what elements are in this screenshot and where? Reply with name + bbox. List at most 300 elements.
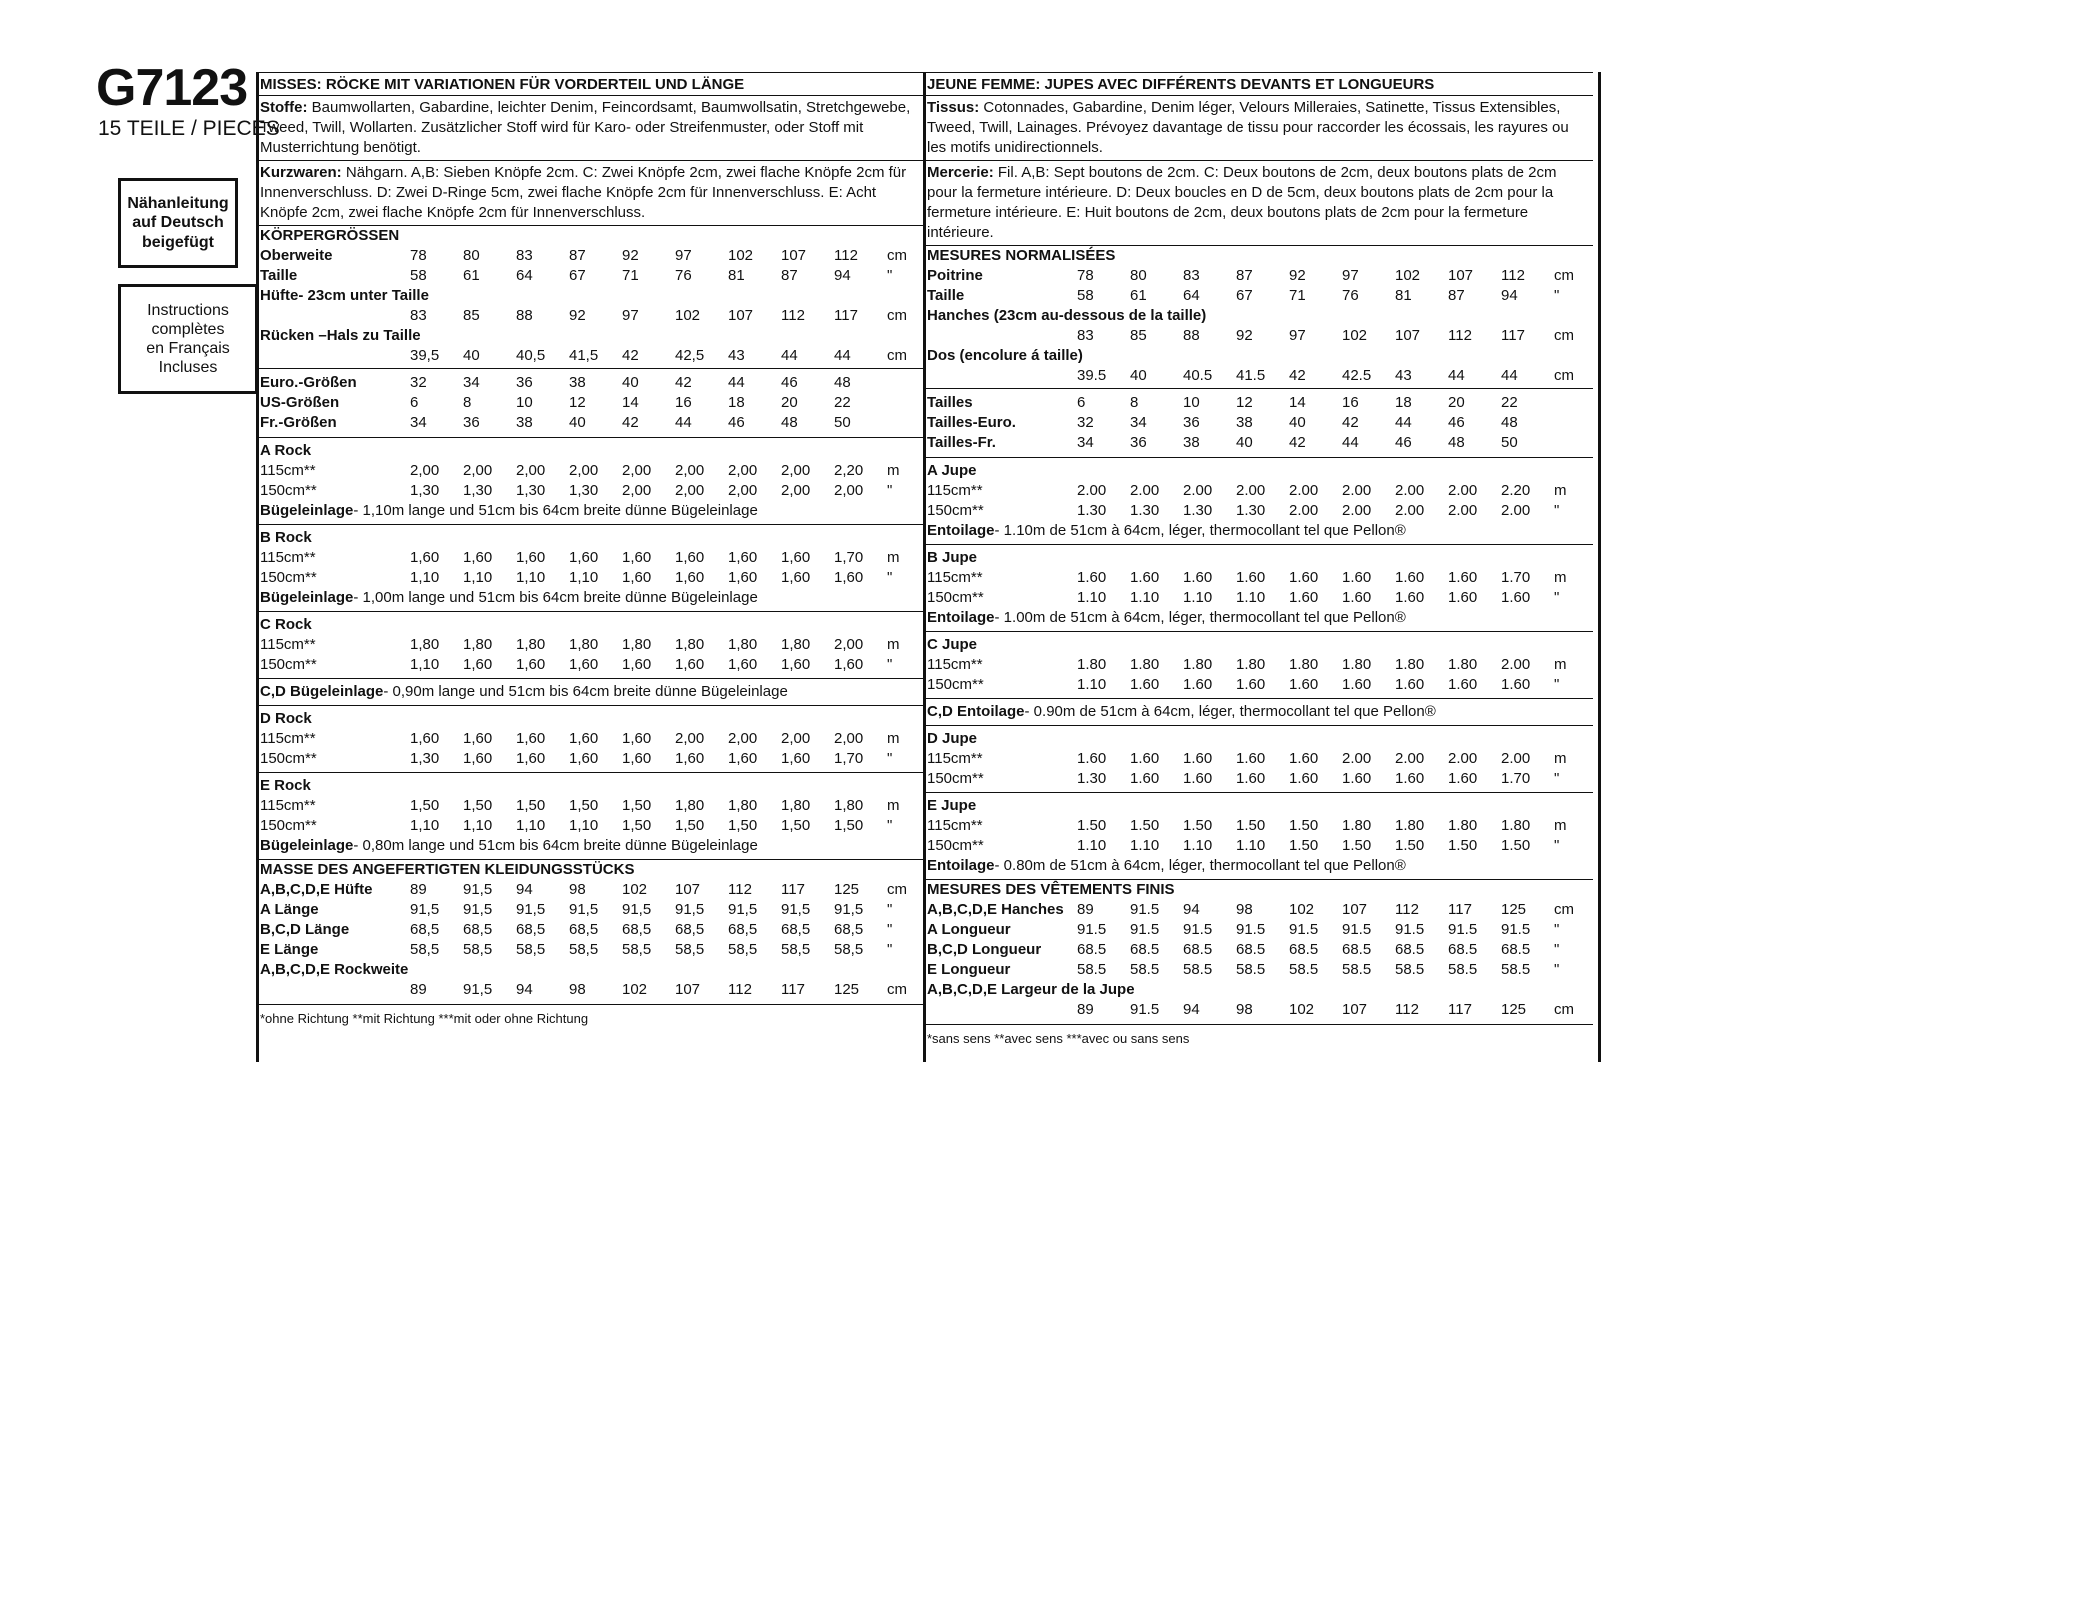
row-value: 58.5	[1183, 961, 1213, 978]
row-value: 91.5	[1342, 921, 1372, 938]
row-value: 102	[1289, 1001, 1315, 1018]
row-label: Tailles-Fr.	[927, 434, 996, 451]
row-value: 46	[781, 374, 798, 391]
footnote: *sans sens **avec sens ***avec ou sans sens	[927, 1031, 1190, 1046]
row-value: 48	[1501, 414, 1518, 431]
row-value: 91,5	[463, 901, 493, 918]
row-value: 1,60	[569, 730, 599, 747]
row-value: 44	[728, 374, 745, 391]
view-title: B Jupe	[927, 549, 978, 566]
row-value: 1,70	[834, 549, 864, 566]
row-value: 1,60	[728, 569, 758, 586]
row-value: 2,20	[834, 462, 864, 479]
row-value: 2.00	[1395, 502, 1425, 519]
interfacing-text: - 0,80m lange und 51cm bis 64cm breite dünne Bügeleinlage	[353, 837, 758, 854]
row-value: 81	[1395, 287, 1412, 304]
section-title: JEUNE FEMME: JUPES AVEC DIFFÉRENTS DEVANTS ET LONGUEURS	[923, 72, 1593, 95]
row-value: 48	[1448, 434, 1465, 451]
row-value: 112	[1448, 327, 1472, 344]
row-unit: "	[887, 750, 893, 767]
row-value: 1.50	[1289, 837, 1319, 854]
row-value: 68,5	[622, 921, 652, 938]
row-value: 1,60	[781, 656, 811, 673]
row-value: 42	[1342, 414, 1359, 431]
row-value: 43	[1395, 367, 1412, 384]
row-value: 2,00	[728, 730, 758, 747]
body-measurements-title: KÖRPERGRÖSSEN	[260, 227, 400, 244]
row-value: 112	[781, 307, 805, 324]
row-value: 58,5	[463, 941, 493, 958]
row-value: 1,30	[410, 750, 440, 767]
view-title: A Rock	[260, 442, 312, 459]
row-value: 39,5	[410, 347, 440, 364]
row-value: 1.70	[1501, 569, 1531, 586]
row-value: 1,80	[781, 636, 811, 653]
row-value: 117	[1501, 327, 1525, 344]
row-value: 34	[410, 414, 427, 431]
row-value: 1.50	[1236, 817, 1266, 834]
row-value: 107	[1342, 901, 1368, 918]
yardage-row	[256, 749, 926, 769]
row-value: 1,60	[516, 750, 546, 767]
row-label: 150cm**	[260, 750, 317, 767]
row-value: 98	[1236, 901, 1253, 918]
row-value: 42	[675, 374, 692, 391]
row-value: 83	[1077, 327, 1094, 344]
row-value: 1,10	[410, 569, 440, 586]
row-value: 1.10	[1077, 837, 1107, 854]
row-value: 1.60	[1183, 750, 1213, 767]
row-value: 1.60	[1183, 569, 1213, 586]
para-label: Tissus:	[927, 99, 980, 116]
row-value: 1,60	[569, 750, 599, 767]
row-value: 1,80	[728, 636, 758, 653]
measurement-row	[256, 266, 926, 286]
row-value: 1.10	[1236, 589, 1266, 606]
row-value: 1,50	[781, 817, 811, 834]
row-label: Taille	[260, 267, 298, 284]
row-value: 6	[1077, 394, 1086, 411]
row-value: 91,5	[463, 881, 493, 898]
view-block	[923, 544, 1593, 631]
row-label: 150cm**	[260, 817, 317, 834]
yardage-row	[923, 749, 1593, 769]
row-value: 46	[728, 414, 745, 431]
row-value: 1,60	[622, 750, 652, 767]
row-value: 40	[463, 347, 480, 364]
row-value: 1,60	[728, 750, 758, 767]
row-label: Tailles	[927, 394, 973, 411]
row-value: 2,00	[675, 462, 705, 479]
row-value: 1,50	[463, 797, 493, 814]
interfacing-text: - 1,00m lange und 51cm bis 64cm breite dünne Bügeleinlage	[353, 589, 758, 606]
row-value: 1.60	[1395, 569, 1425, 586]
row-value: 2.00	[1236, 482, 1266, 499]
finished-row	[923, 900, 1593, 920]
row-value: 97	[675, 247, 692, 264]
row-value: 1,80	[675, 636, 705, 653]
measurement-row	[256, 246, 926, 266]
row-value: 42	[622, 347, 639, 364]
row-label: A,B,C,D,E Hanches	[927, 901, 1064, 918]
row-label: Hanches (23cm au-dessous de la taille)	[927, 307, 1207, 324]
row-value: 1.60	[1342, 770, 1372, 787]
row-value: 112	[728, 881, 752, 898]
row-unit: m	[887, 730, 900, 747]
row-value: 91,5	[622, 901, 652, 918]
row-value: 43	[728, 347, 745, 364]
row-value: 6	[410, 394, 419, 411]
row-value: 1,80	[410, 636, 440, 653]
row-value: 1,60	[728, 549, 758, 566]
row-value: 2,00	[622, 482, 652, 499]
row-value: 81	[728, 267, 745, 284]
row-value: 40	[1236, 434, 1253, 451]
row-value: 1,60	[622, 656, 652, 673]
para-label: Mercerie:	[927, 164, 994, 181]
row-value: 107	[675, 981, 701, 998]
row-value: 85	[1130, 327, 1147, 344]
finished-row	[256, 940, 926, 960]
row-value: 1.80	[1236, 656, 1266, 673]
row-value: 34	[1130, 414, 1147, 431]
view-title: C Rock	[260, 616, 312, 633]
row-label: Tailles-Euro.	[927, 414, 1016, 431]
row-value: 94	[1183, 1001, 1200, 1018]
footnote: *ohne Richtung **mit Richtung ***mit oder ohne Richtung	[260, 1011, 589, 1026]
row-label: 150cm**	[260, 569, 317, 586]
row-value: 1.10	[1130, 837, 1160, 854]
row-unit: m	[887, 636, 900, 653]
row-value: 68,5	[569, 921, 599, 938]
row-value: 68.5	[1183, 941, 1213, 958]
row-label: US-Größen	[260, 394, 340, 411]
row-value: 1,60	[675, 569, 705, 586]
row-value: 22	[1501, 394, 1518, 411]
row-value: 1,60	[516, 730, 546, 747]
row-value: 87	[1236, 267, 1253, 284]
row-label	[260, 306, 410, 326]
interfacing-note	[256, 682, 920, 702]
row-value: 1,60	[463, 730, 493, 747]
row-value: 22	[834, 394, 851, 411]
finished-measurements	[256, 859, 926, 1005]
row-value: 1.80	[1395, 656, 1425, 673]
row-value: 1.60	[1289, 750, 1319, 767]
row-label: B,C,D Longueur	[927, 941, 1042, 958]
row-unit: cm	[887, 307, 907, 324]
row-value: 14	[1289, 394, 1306, 411]
row-value: 1.70	[1501, 770, 1531, 787]
row-value: 68.5	[1236, 941, 1266, 958]
row-value: 18	[1395, 394, 1412, 411]
row-value: 88	[1183, 327, 1200, 344]
row-value: 125	[1501, 1001, 1527, 1018]
row-value: 68.5	[1395, 941, 1425, 958]
row-value: 1.50	[1448, 837, 1478, 854]
row-unit: "	[1554, 770, 1560, 787]
row-value: 67	[1236, 287, 1253, 304]
row-value: 38	[1183, 434, 1200, 451]
row-value: 102	[622, 881, 648, 898]
row-value: 1.60	[1448, 770, 1478, 787]
row-value: 1,80	[675, 797, 705, 814]
row-value: 1,10	[516, 569, 546, 586]
row-value: 2.00	[1448, 502, 1478, 519]
row-value: 38	[516, 414, 533, 431]
row-value: 38	[569, 374, 586, 391]
row-value: 40	[1289, 414, 1306, 431]
row-value: 1,80	[569, 636, 599, 653]
row-value: 2,00	[516, 462, 546, 479]
row-value: 1,80	[516, 636, 546, 653]
row-value: 58.5	[1130, 961, 1160, 978]
row-value: 1,50	[834, 817, 864, 834]
interfacing-note	[256, 588, 920, 608]
row-value: 2,00	[675, 730, 705, 747]
interfacing-text: - 0.90m de 51cm à 64cm, léger, thermocollant tel que Pellon®	[1024, 703, 1436, 720]
row-value: 112	[1395, 901, 1419, 918]
row-value: 1.50	[1130, 817, 1160, 834]
row-value: 1,70	[834, 750, 864, 767]
row-value: 2.00	[1501, 502, 1531, 519]
interfacing-note	[923, 608, 1587, 628]
view-title: E Rock	[260, 777, 311, 794]
finished-measurements	[923, 879, 1593, 1025]
row-value: 83	[410, 307, 427, 324]
row-value: 2.00	[1395, 482, 1425, 499]
row-label: Fr.-Größen	[260, 414, 337, 431]
row-value: 44	[781, 347, 798, 364]
finished-row	[923, 960, 1593, 980]
row-value: 107	[675, 881, 701, 898]
row-value: 1.60	[1289, 770, 1319, 787]
row-value: 10	[516, 394, 533, 411]
row-unit: "	[1554, 676, 1560, 693]
row-value: 87	[781, 267, 798, 284]
yardage-row	[256, 796, 926, 816]
row-value: 1,80	[834, 797, 864, 814]
view-title: D Jupe	[927, 730, 978, 747]
row-value: 91,5	[834, 901, 864, 918]
row-value: 1.30	[1077, 502, 1107, 519]
row-value: 1,50	[516, 797, 546, 814]
row-value: 1.10	[1183, 589, 1213, 606]
size-row	[256, 393, 926, 413]
row-value: 2,00	[622, 462, 652, 479]
row-value: 91.5	[1130, 901, 1160, 918]
row-value: 46	[1448, 414, 1465, 431]
row-label: 115cm**	[260, 636, 316, 653]
measurement-row	[256, 346, 926, 366]
interfacing-note	[256, 836, 920, 856]
row-value: 76	[675, 267, 692, 284]
row-label: 150cm**	[927, 676, 984, 693]
row-value: 64	[1183, 287, 1200, 304]
row-unit: cm	[1554, 267, 1574, 284]
size-row	[256, 373, 926, 393]
row-label: Taille	[927, 287, 965, 304]
row-label: Dos (encolure á taille)	[927, 347, 1083, 364]
row-label: 150cm**	[260, 656, 317, 673]
row-value: 97	[1289, 327, 1306, 344]
row-value: 40.5	[1183, 367, 1213, 384]
row-label: 115cm**	[260, 462, 316, 479]
row-value: 112	[1395, 1001, 1419, 1018]
row-unit: m	[887, 797, 900, 814]
notions-paragraph: Kurzwaren: Nähgarn. A,B: Sieben Knöpfe 2cm. C: Zwei Knöpfe 2cm, zwei flache Knöpfe 2cm für Innenverschluss. D: Zwei D-Ringe 5cm, zwei flache Knöpfe 2cm für Innenverschluss. E: Acht Knöpfe 2cm, zwei flache Knöpfe 2cm für Innenverschluss.	[256, 160, 926, 225]
row-value: 2.00	[1448, 750, 1478, 767]
row-value: 92	[1289, 267, 1306, 284]
view-block	[923, 457, 1593, 544]
german-column	[256, 72, 926, 1026]
row-value: 92	[1236, 327, 1253, 344]
row-value: 92	[622, 247, 639, 264]
yardage-row	[923, 836, 1593, 856]
measurement-row	[256, 326, 926, 346]
row-label: A,B,C,D,E Rockweite	[260, 961, 409, 978]
row-value: 39.5	[1077, 367, 1107, 384]
row-value: 1,60	[781, 750, 811, 767]
row-unit	[1554, 413, 1584, 433]
row-value: 1.50	[1077, 817, 1107, 834]
row-value: 112	[1501, 267, 1525, 284]
row-value: 1,80	[781, 797, 811, 814]
row-value: 1.80	[1130, 656, 1160, 673]
measurement-row	[923, 266, 1593, 286]
row-value: 1,30	[410, 482, 440, 499]
interfacing-label: Bügeleinlage	[260, 502, 354, 519]
row-value: 2.00	[1342, 750, 1372, 767]
row-value: 20	[781, 394, 798, 411]
row-value: 107	[781, 247, 807, 264]
row-value: 1.60	[1289, 589, 1319, 606]
row-value: 125	[1501, 901, 1527, 918]
row-value: 91.5	[1130, 1001, 1160, 1018]
row-value: 2.00	[1289, 482, 1319, 499]
row-label: Oberweite	[260, 247, 333, 264]
row-value: 68,5	[410, 921, 440, 938]
finished-row	[923, 940, 1593, 960]
row-value: 1.10	[1077, 676, 1107, 693]
row-value: 58,5	[622, 941, 652, 958]
row-value: 2.00	[1448, 482, 1478, 499]
row-value: 2.20	[1501, 482, 1531, 499]
row-value: 125	[834, 981, 860, 998]
row-value: 1.80	[1395, 817, 1425, 834]
row-unit	[887, 393, 917, 413]
row-value: 98	[569, 981, 586, 998]
row-value: 97	[622, 307, 639, 324]
row-value: 1.80	[1448, 656, 1478, 673]
row-value: 41.5	[1236, 367, 1266, 384]
row-value: 91,5	[516, 901, 546, 918]
row-value: 112	[728, 981, 752, 998]
row-value: 1.60	[1236, 569, 1266, 586]
row-value: 41,5	[569, 347, 599, 364]
row-value: 36	[1183, 414, 1200, 431]
row-value: 2,00	[781, 730, 811, 747]
yardage-row	[256, 816, 926, 836]
row-value: 2,00	[410, 462, 440, 479]
row-value: 2.00	[1342, 482, 1372, 499]
row-value: 1,60	[728, 656, 758, 673]
row-label: A,B,C,D,E Largeur de la Jupe	[927, 981, 1135, 998]
row-value: 42.5	[1342, 367, 1372, 384]
german-instructions-box: Nähanleitung auf Deutsch beigefügt	[118, 178, 238, 268]
interfacing-note	[256, 501, 920, 521]
row-value: 58.5	[1448, 961, 1478, 978]
row-value: 91,5	[728, 901, 758, 918]
body-measurements	[923, 245, 1593, 388]
row-value: 102	[728, 247, 754, 264]
row-unit: "	[887, 656, 893, 673]
row-value: 102	[622, 981, 648, 998]
row-value: 1,80	[728, 797, 758, 814]
row-value: 2,00	[834, 482, 864, 499]
measurement-row	[256, 306, 926, 326]
row-value: 1.60	[1342, 569, 1372, 586]
row-value: 1.50	[1395, 837, 1425, 854]
row-value: 1,10	[569, 817, 599, 834]
row-value: 1.60	[1236, 676, 1266, 693]
row-value: 68.5	[1448, 941, 1478, 958]
interfacing-text: - 1.10m de 51cm à 64cm, léger, thermocollant tel que Pellon®	[994, 522, 1406, 539]
view-title: E Jupe	[927, 797, 977, 814]
row-value: 14	[622, 394, 639, 411]
row-value: 1.60	[1130, 676, 1160, 693]
row-label: Hüfte- 23cm unter Taille	[260, 287, 429, 304]
para-label: Kurzwaren:	[260, 164, 342, 181]
interfacing-text: - 0.80m de 51cm à 64cm, léger, thermocollant tel que Pellon®	[994, 857, 1406, 874]
row-value: 2.00	[1077, 482, 1107, 499]
row-label	[927, 366, 1077, 386]
finished-row	[256, 880, 926, 900]
yardage-row	[256, 481, 926, 501]
row-value: 91,5	[463, 981, 493, 998]
row-value: 91.5	[1395, 921, 1425, 938]
row-value: 58,5	[410, 941, 440, 958]
row-value: 89	[410, 981, 427, 998]
row-value: 91.5	[1130, 921, 1160, 938]
finished-row	[923, 1000, 1593, 1020]
row-value: 91.5	[1236, 921, 1266, 938]
row-value: 117	[781, 881, 805, 898]
yardage-row	[923, 769, 1593, 789]
row-value: 91.5	[1183, 921, 1213, 938]
row-value: 91,5	[675, 901, 705, 918]
row-label: E Longueur	[927, 961, 1011, 978]
row-label: 115cm**	[927, 482, 983, 499]
row-value: 50	[834, 414, 851, 431]
row-label: 150cm**	[927, 502, 984, 519]
row-value: 1.80	[1342, 656, 1372, 673]
row-value: 44	[1448, 367, 1465, 384]
row-unit: "	[887, 267, 893, 284]
row-value: 107	[1342, 1001, 1368, 1018]
row-unit: cm	[1554, 901, 1574, 918]
view-title: A Jupe	[927, 462, 977, 479]
row-value: 44	[1342, 434, 1359, 451]
yardage-row	[923, 655, 1593, 675]
row-value: 1.60	[1183, 770, 1213, 787]
row-unit: cm	[1554, 367, 1574, 384]
row-value: 1.10	[1236, 837, 1266, 854]
row-unit: cm	[1554, 327, 1574, 344]
row-value: 1.60	[1130, 569, 1160, 586]
view-block	[256, 611, 926, 678]
row-value: 1.50	[1501, 837, 1531, 854]
